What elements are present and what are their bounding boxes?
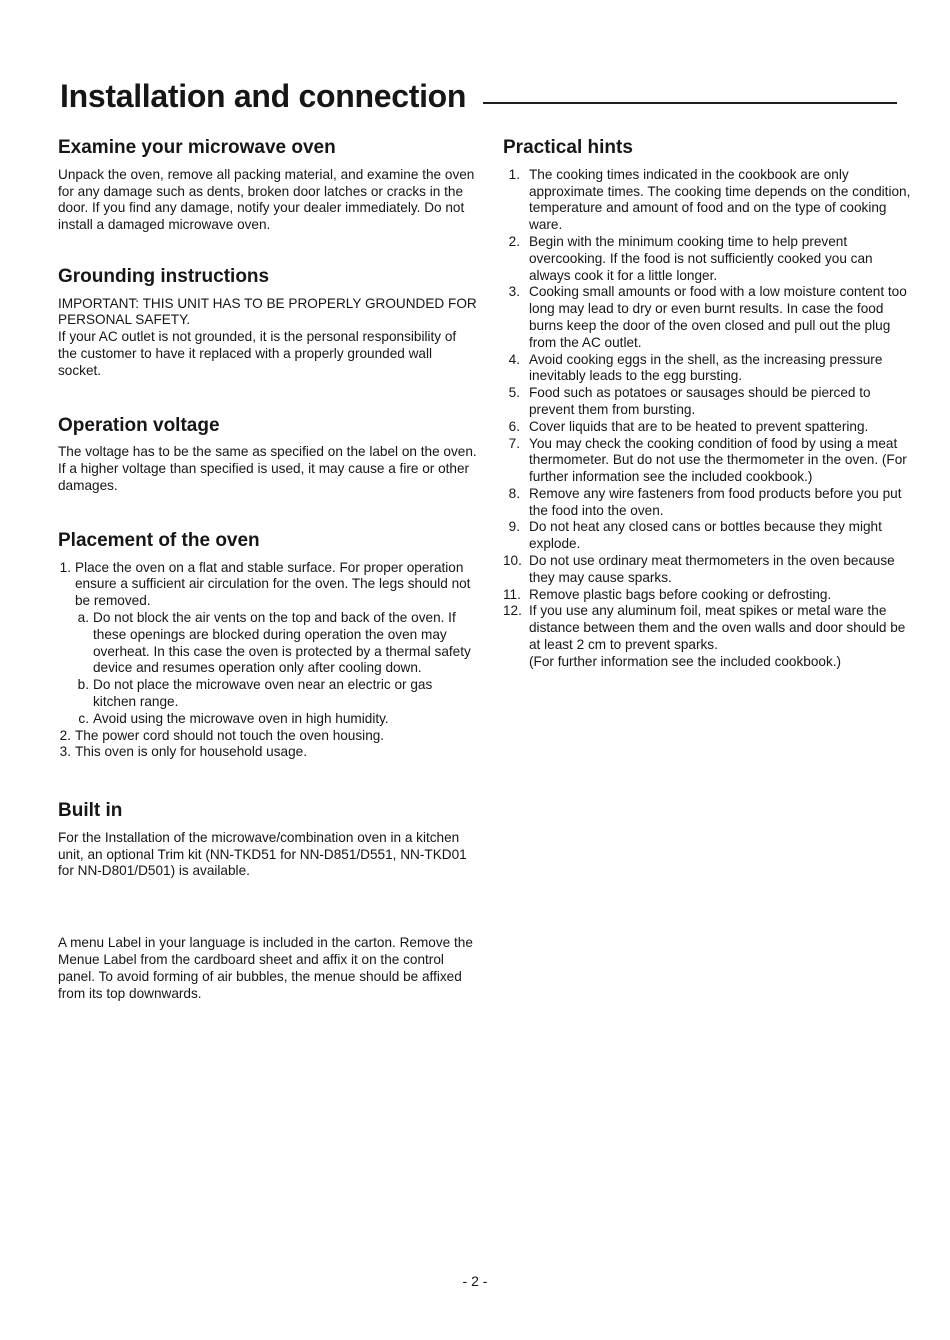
- voltage-text: The voltage has to be the same as specified on the label on the oven. If a higher voltage than specified is used, it may cause a fire or other damages.: [58, 444, 477, 494]
- section-grounding: [58, 265, 478, 380]
- examine-text: Unpack the oven, remove all packing material, and examine the oven for any damage such as dents, broken door latches or cracks in the door. If you find any damage, notify your dealer immediately. Do not install a damaged microwave oven.: [58, 166, 475, 233]
- hint-text: Avoid cooking eggs in the shell, as the increasing pressure inevitably leads to the egg bursting.: [529, 351, 883, 384]
- hint-number: 10.: [503, 553, 522, 569]
- hint-text: The cooking times indicated in the cookbook are only approximate times. The cooking time depends on the condition, temperature and amount of food and on the type of cooking ware.: [529, 166, 911, 233]
- placement-item-text: Place the oven on a flat and stable surface. For proper operation ensure a sufficient air circulation for the oven. The legs should not be removed.: [75, 559, 471, 609]
- placement-item: [58, 560, 478, 728]
- hint-item: [503, 284, 913, 351]
- section-heading-examine: Examine your microwave oven: [58, 137, 336, 158]
- hint-item: [503, 419, 913, 436]
- placement-item-number: 1.: [59, 559, 71, 575]
- section-heading-hints: Practical hints: [503, 137, 633, 158]
- hint-item: [503, 553, 913, 587]
- hint-text: Cooking small amounts or food with a low moisture content too long may lead to dry or even burnt results. In case the food burns keep the door of the oven closed and pull out the plug from the AC outlet.: [529, 284, 907, 350]
- hints-note: (For further information see the included cookbook.): [529, 653, 842, 669]
- hint-item: [503, 603, 913, 653]
- hint-text: Do not use ordinary meat thermometers in the oven because they may cause sparks.: [529, 553, 895, 585]
- hint-number: 3.: [508, 284, 520, 300]
- placement-item-text: The power cord should not touch the oven housing.: [75, 727, 385, 743]
- hint-text: Do not heat any closed cans or bottles because they might explode.: [529, 519, 882, 552]
- hint-text: Food such as potatoes or sausages should be pierced to prevent them from bursting.: [529, 385, 871, 417]
- placement-list: [58, 560, 478, 762]
- hint-number: 2.: [508, 233, 520, 249]
- section-practical-hints: [503, 136, 913, 671]
- hint-number: 1.: [508, 166, 520, 182]
- page-title: Installation and connection: [60, 78, 467, 114]
- hint-text: You may check the cooking condition of food by using a meat thermometer. But do not use the thermometer in the oven. (For further information see the included cookbook.): [529, 435, 907, 485]
- section-heading-built-in: Built in: [58, 800, 123, 822]
- hint-number: 5.: [508, 385, 520, 401]
- hint-text: Begin with the minimum cooking time to help prevent overcooking. If the food is not sufficiently cooked you can always cook it for a little longer.: [529, 233, 873, 283]
- placement-item-text: This oven is only for household usage.: [75, 744, 307, 760]
- hint-number: 4.: [508, 351, 520, 367]
- hint-text: Cover liquids that are to be heated to prevent spattering.: [529, 418, 869, 434]
- hint-item: [503, 486, 913, 520]
- placement-sub-item-letter: b.: [77, 677, 89, 693]
- hint-number: 7.: [508, 435, 520, 451]
- section-heading-voltage: Operation voltage: [58, 414, 220, 436]
- hint-item: [503, 519, 913, 553]
- hint-item: [503, 234, 913, 284]
- hint-item: [503, 587, 913, 604]
- built-in-text: For the Installation of the microwave/combination oven in a kitchen unit, an optional Trim kit (NN-TKD51 for NN-D851/D551, NN-TKD01 for NN-D801/D501) is available.: [58, 829, 467, 879]
- placement-sub-item-text: Avoid using the microwave oven in high humidity.: [93, 710, 389, 726]
- right-column: [503, 136, 913, 671]
- placement-sub-item-text: Do not block the air vents on the top and back of the oven. If these openings are blocked during operation the oven may overheat. In this case the oven is protected by a thermal safety device and resumes operation only after cooling down.: [93, 609, 471, 676]
- hint-item: [503, 352, 913, 386]
- section-heading-placement: Placement of the oven: [58, 529, 260, 551]
- section-placement: [58, 529, 478, 761]
- placement-sub-item-letter: c.: [78, 710, 89, 726]
- hint-item: [503, 436, 913, 486]
- placement-sub-item: [75, 610, 478, 677]
- hint-number: 11.: [503, 586, 521, 602]
- page-number: - 2 -: [462, 1273, 488, 1289]
- title-rule: [483, 102, 897, 104]
- placement-sub-item: [75, 711, 478, 728]
- placement-sub-list: [75, 610, 478, 728]
- section-menu-label: [58, 935, 478, 1002]
- placement-item: [58, 728, 478, 745]
- hint-text: If you use any aluminum foil, meat spikes or metal ware the distance between them and the oven walls and door should be at least 2 cm to prevent sparks.: [529, 603, 906, 653]
- section-built-in: [58, 799, 478, 880]
- section-heading-grounding: Grounding instructions: [58, 265, 270, 287]
- hint-item: [503, 167, 913, 234]
- hint-number: 9.: [508, 519, 520, 535]
- hints-list: [503, 167, 913, 654]
- hint-number: 6.: [508, 418, 520, 434]
- placement-sub-item-text: Do not place the microwave oven near an electric or gas kitchen range.: [93, 677, 433, 709]
- placement-item-number: 2.: [59, 727, 71, 743]
- section-voltage: [58, 414, 478, 495]
- placement-sub-item-letter: a.: [77, 609, 89, 625]
- left-column: [58, 136, 478, 1002]
- hint-number: 8.: [508, 485, 520, 501]
- menu-label-text: A menu Label in your language is included in the carton. Remove the Menue Label from the cardboard sheet and affix it on the control panel. To avoid forming of air bubbles, the menue should be affixed from its top downwards.: [58, 935, 473, 1001]
- hint-text: Remove plastic bags before cooking or defrosting.: [529, 586, 832, 602]
- placement-item: [58, 744, 478, 761]
- placement-sub-item: [75, 677, 478, 711]
- hint-text: Remove any wire fasteners from food products before you put the food into the oven.: [529, 485, 902, 518]
- placement-item-number: 3.: [59, 744, 71, 760]
- hint-item: [503, 385, 913, 419]
- grounding-text: If your AC outlet is not grounded, it is the personal responsibility of the customer to have it replaced with a properly grounded wall socket.: [58, 329, 457, 378]
- hint-number: 12.: [503, 603, 522, 619]
- section-examine: [58, 136, 478, 234]
- grounding-important-text: IMPORTANT: THIS UNIT HAS TO BE PROPERLY GROUNDED FOR PERSONAL SAFETY.: [58, 295, 477, 328]
